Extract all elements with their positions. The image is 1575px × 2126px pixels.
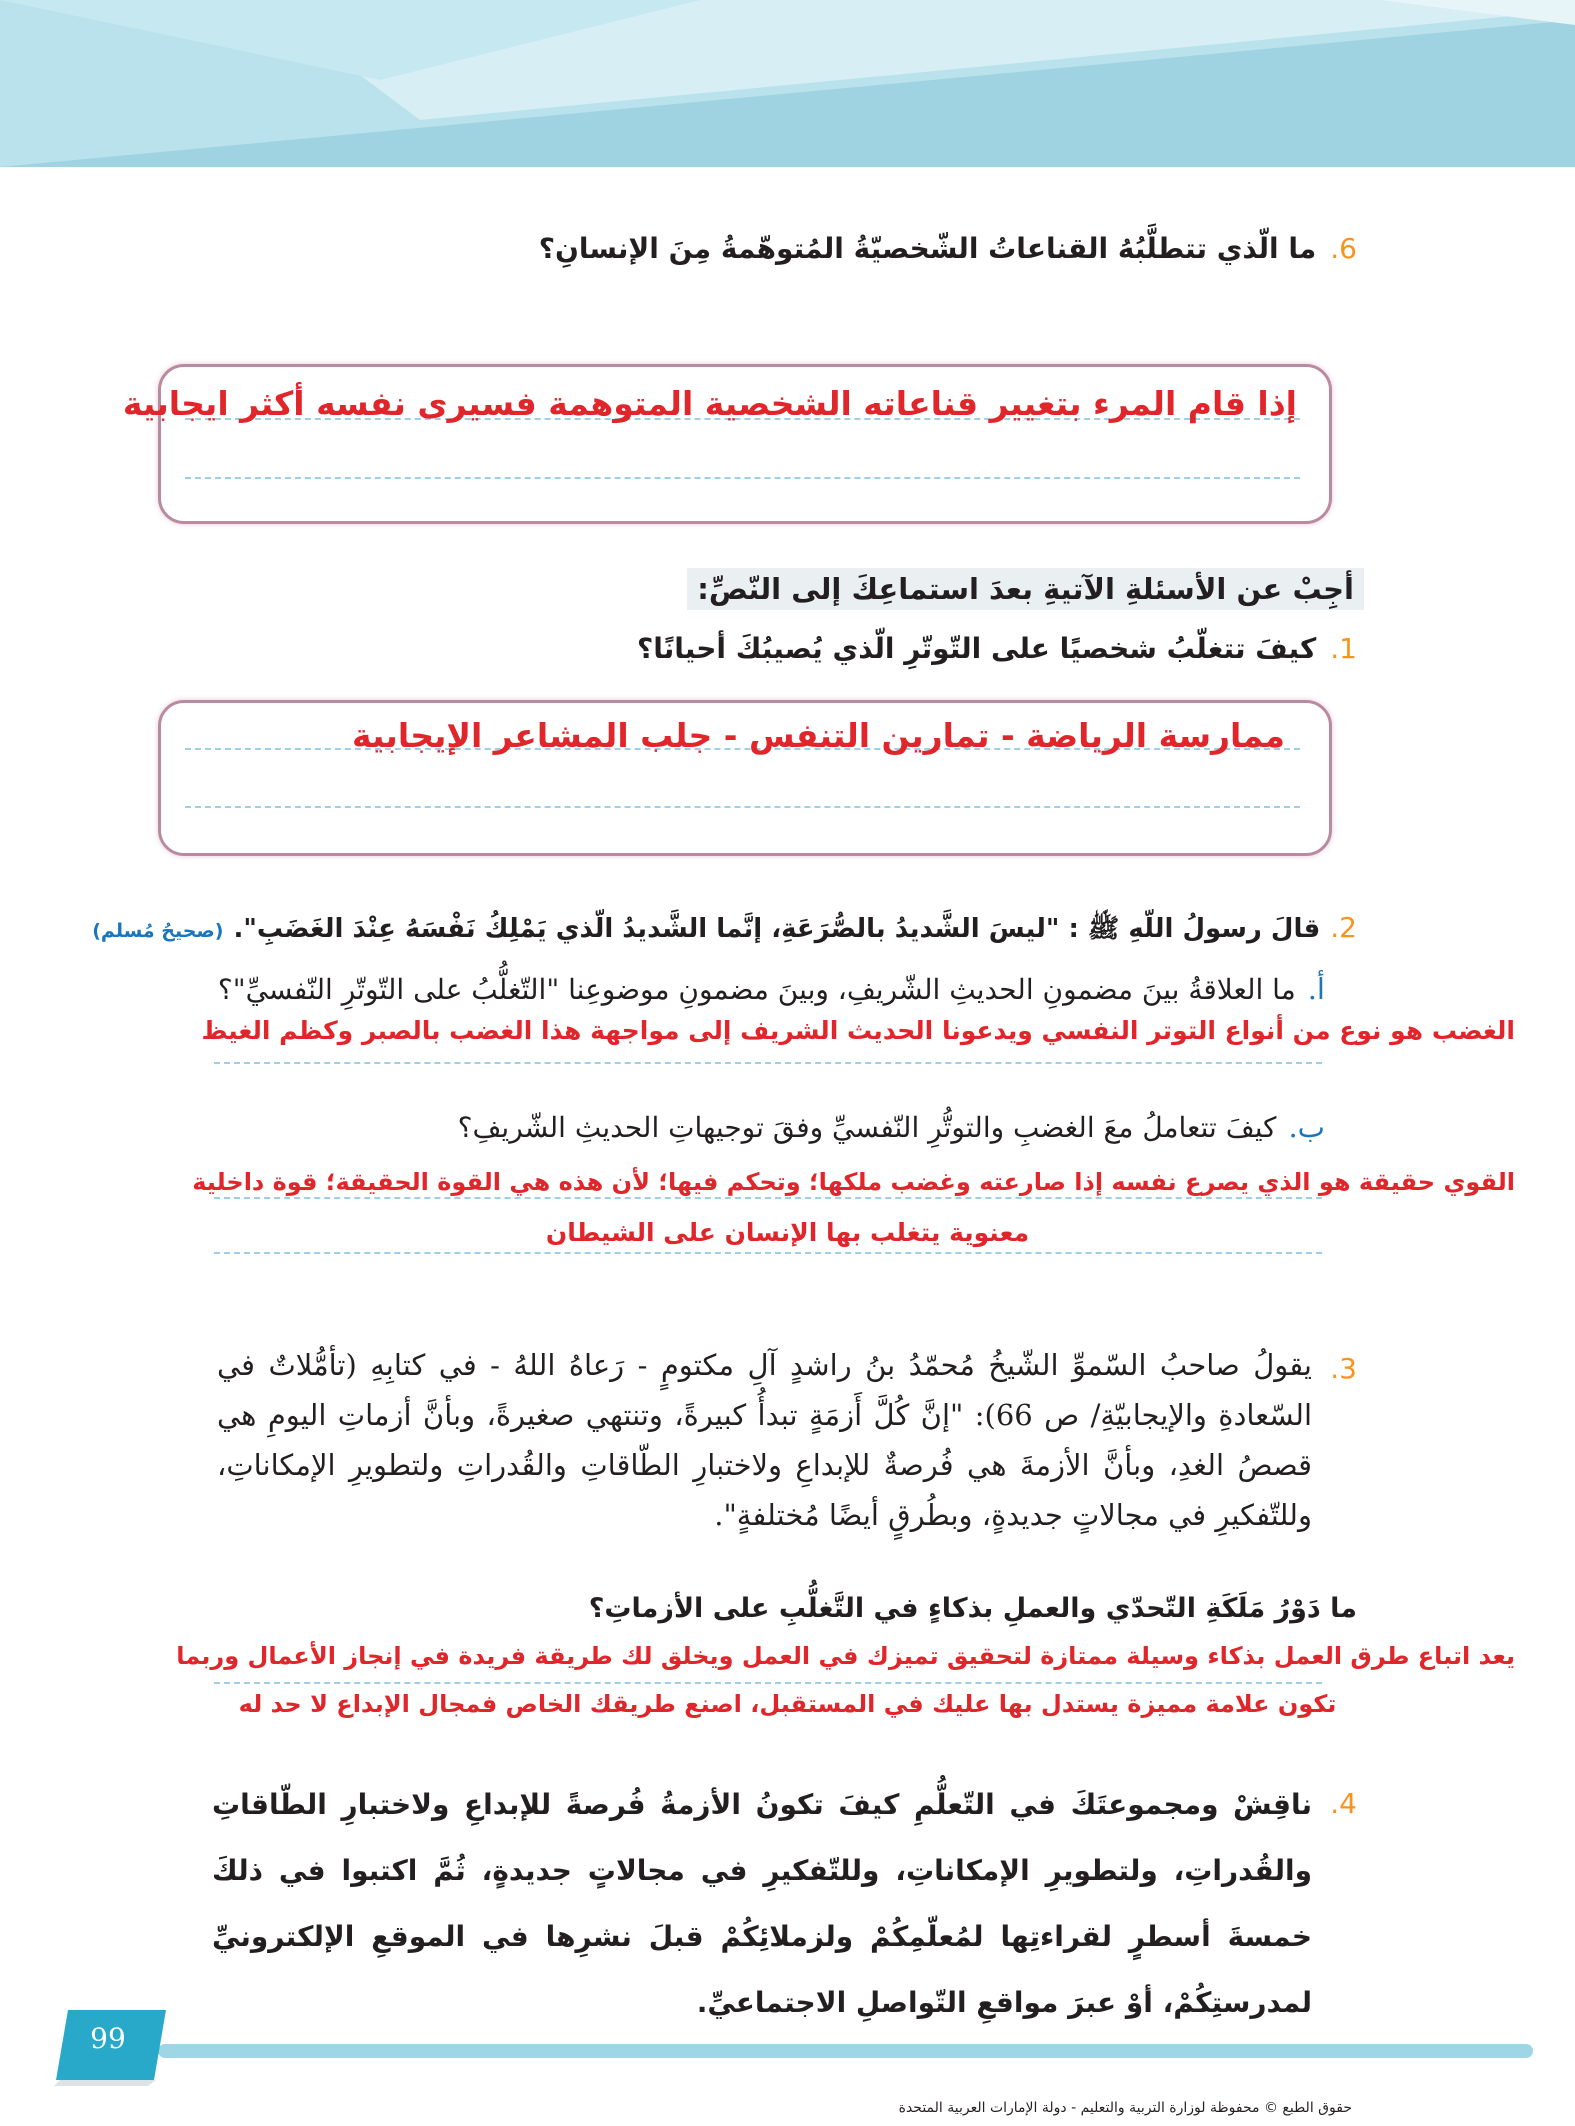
question-2a [218, 972, 1325, 1006]
question-1 [637, 632, 1357, 665]
question-6-number: 6. [1330, 232, 1357, 265]
hadith-source: (صحيحُ مُسلم) [92, 920, 224, 942]
question-6-text: ما الّذي تتطلَّبُهُ القناعاتُ الشّخصيّةُ المُتوهّمةُ مِنَ الإنسانِ؟ [538, 232, 1317, 265]
answer-q2b-line1: القوي حقيقة هو الذي يصرع نفسه إذا صارعته وغضب ملكها؛ وتحكم فيها؛ لأن هذه هي القوة الحقيقة؛ قوة داخلية [192, 1168, 1515, 1196]
copyright-notice: حقوق الطبع © محفوظة لوزارة التربية والتعليم - دولة الإمارات العربية المتحدة [898, 2100, 1352, 2116]
question-4-paragraph: ناقِشْ ومجموعتَكَ في التّعلُّمِ كيفَ تكونُ الأزمةُ فُرصةً للإبداعِ ولاختبارِ الطّاقاتِ والقُدراتِ، ولتطويرِ الإمكاناتِ، وللتّفكيرِ في مجالاتٍ جديدةٍ، ثُمَّ اكتبوا في ذلكَ خمسةَ أسطرٍ لقراءتِها لمُعلّمِكُمْ ولزملائِكُمْ قبلَ نشرِها في الموقعِ الإلكترونيِّ لمدرستِكُمْ، أوْ عبرَ مواقعِ التّواصلِ الاجتماعيِّ. [212, 1788, 1312, 2019]
answer-q3-line1: يعد اتباع طرق العمل بذكاء وسيلة ممتازة لتحقيق تميزك في العمل ويخلق لك طريقة فريدة في إنجاز الأعمال وربما [176, 1642, 1515, 1670]
answer-q1: ممارسة الرياضة - تمارين التنفس - جلب المشاعر الإيجابية [351, 716, 1285, 755]
answer-line [214, 1062, 1322, 1064]
question-2-number: 2. [1330, 911, 1357, 944]
answer-line [214, 1252, 1322, 1254]
question-2b-text: كيفَ تتعاملُ معَ الغضبِ والتوتُّرِ النّفسيِّ وفقَ توجيهاتِ الحديثِ الشّريفِ؟ [457, 1111, 1277, 1144]
footer-bar [48, 2010, 1538, 2088]
question-2a-letter: أ. [1307, 972, 1325, 1006]
answer-q3-line2: تكون علامة مميزة يستدل بها عليك في المستقبل، اصنع طريقك الخاص فمجال الإبداع لا حد له [238, 1690, 1337, 1718]
question-3-number: 3. [1330, 1352, 1357, 1385]
question-2b-letter: ب. [1288, 1110, 1325, 1144]
answer-q6: إذا قام المرء بتغيير قناعاته الشخصية المتوهمة فسيرى نفسه أكثر ايجابية [122, 384, 1297, 423]
question-1-text: كيفَ تتغلّبُ شخصيًا على التّوتّرِ الّذي يُصيبُكَ أحيانًا؟ [637, 632, 1317, 665]
header-banner [0, 0, 1575, 167]
section-heading: أجِبْ عن الأسئلةِ الآتيةِ بعدَ استماعِكَ إلى النّصِّ: [687, 568, 1364, 610]
answer-line [185, 477, 1300, 479]
question-3-paragraph: يقولُ صاحبُ السّموِّ الشّيخُ مُحمّدُ بنُ راشدٍ آلِ مكتومٍ - رَعاهُ اللهُ - في كتابِهِ (تأمُّلاتٌ في السّعادةِ والإيجابيّةِ/ ص 66): "إنَّ كُلَّ أَزمَةٍ تبدأُ كبيرةً، وتنتهي صغيرةً، وبأنَّ أزماتِ اليومِ هي قصصُ الغدِ، وبأنَّ الأزمةَ هي فُرصةٌ للإبداعِ ولاختبارِ الطّاقاتِ والقُدراتِ ولتطويرِ الإمكاناتِ، وللتّفكيرِ في مجالاتٍ جديدةٍ، وبطُرقٍ أيضًا مُختلفةٍ". [217, 1348, 1313, 1532]
page-number: 99 [90, 2022, 126, 2055]
answer-q2b-line2: معنوية يتغلب بها الإنسان على الشيطان [545, 1218, 1030, 1247]
question-2-hadith: قالَ رسولُ اللّهِ ﷺ : "ليسَ الشَّديدُ بالصُّرَعَةِ، إنَّما الشَّديدُ الّذي يَمْلِكُ نَفْسَهُ عِنْدَ الغَضَبِ". [233, 914, 1321, 944]
question-4-number: 4. [1330, 1787, 1357, 1820]
answer-q2a: الغضب هو نوع من أنواع التوتر النفسي ويدعونا الحديث الشريف إلى مواجهة هذا الغضب بالصبر وكظم الغيظ [201, 1016, 1515, 1045]
question-3-text: ما دَوْرُ مَلَكَةِ التّحدّي والعملِ بذكاءٍ في التَّغلُّبِ على الأزماتِ؟ [588, 1593, 1357, 1624]
question-6 [539, 232, 1357, 265]
question-1-number: 1. [1330, 632, 1357, 665]
question-2b [458, 1110, 1325, 1144]
answer-line [214, 1682, 1322, 1684]
answer-line [185, 806, 1300, 808]
question-2a-text: ما العلاقةُ بينَ مضمونِ الحديثِ الشّريفِ، وبينَ مضمونِ موضوعِنا "التّغلُّبُ على التّوتّرِ النّفسيِّ"؟ [217, 973, 1296, 1006]
question-2 [92, 911, 1357, 950]
answer-line [214, 1197, 1322, 1199]
